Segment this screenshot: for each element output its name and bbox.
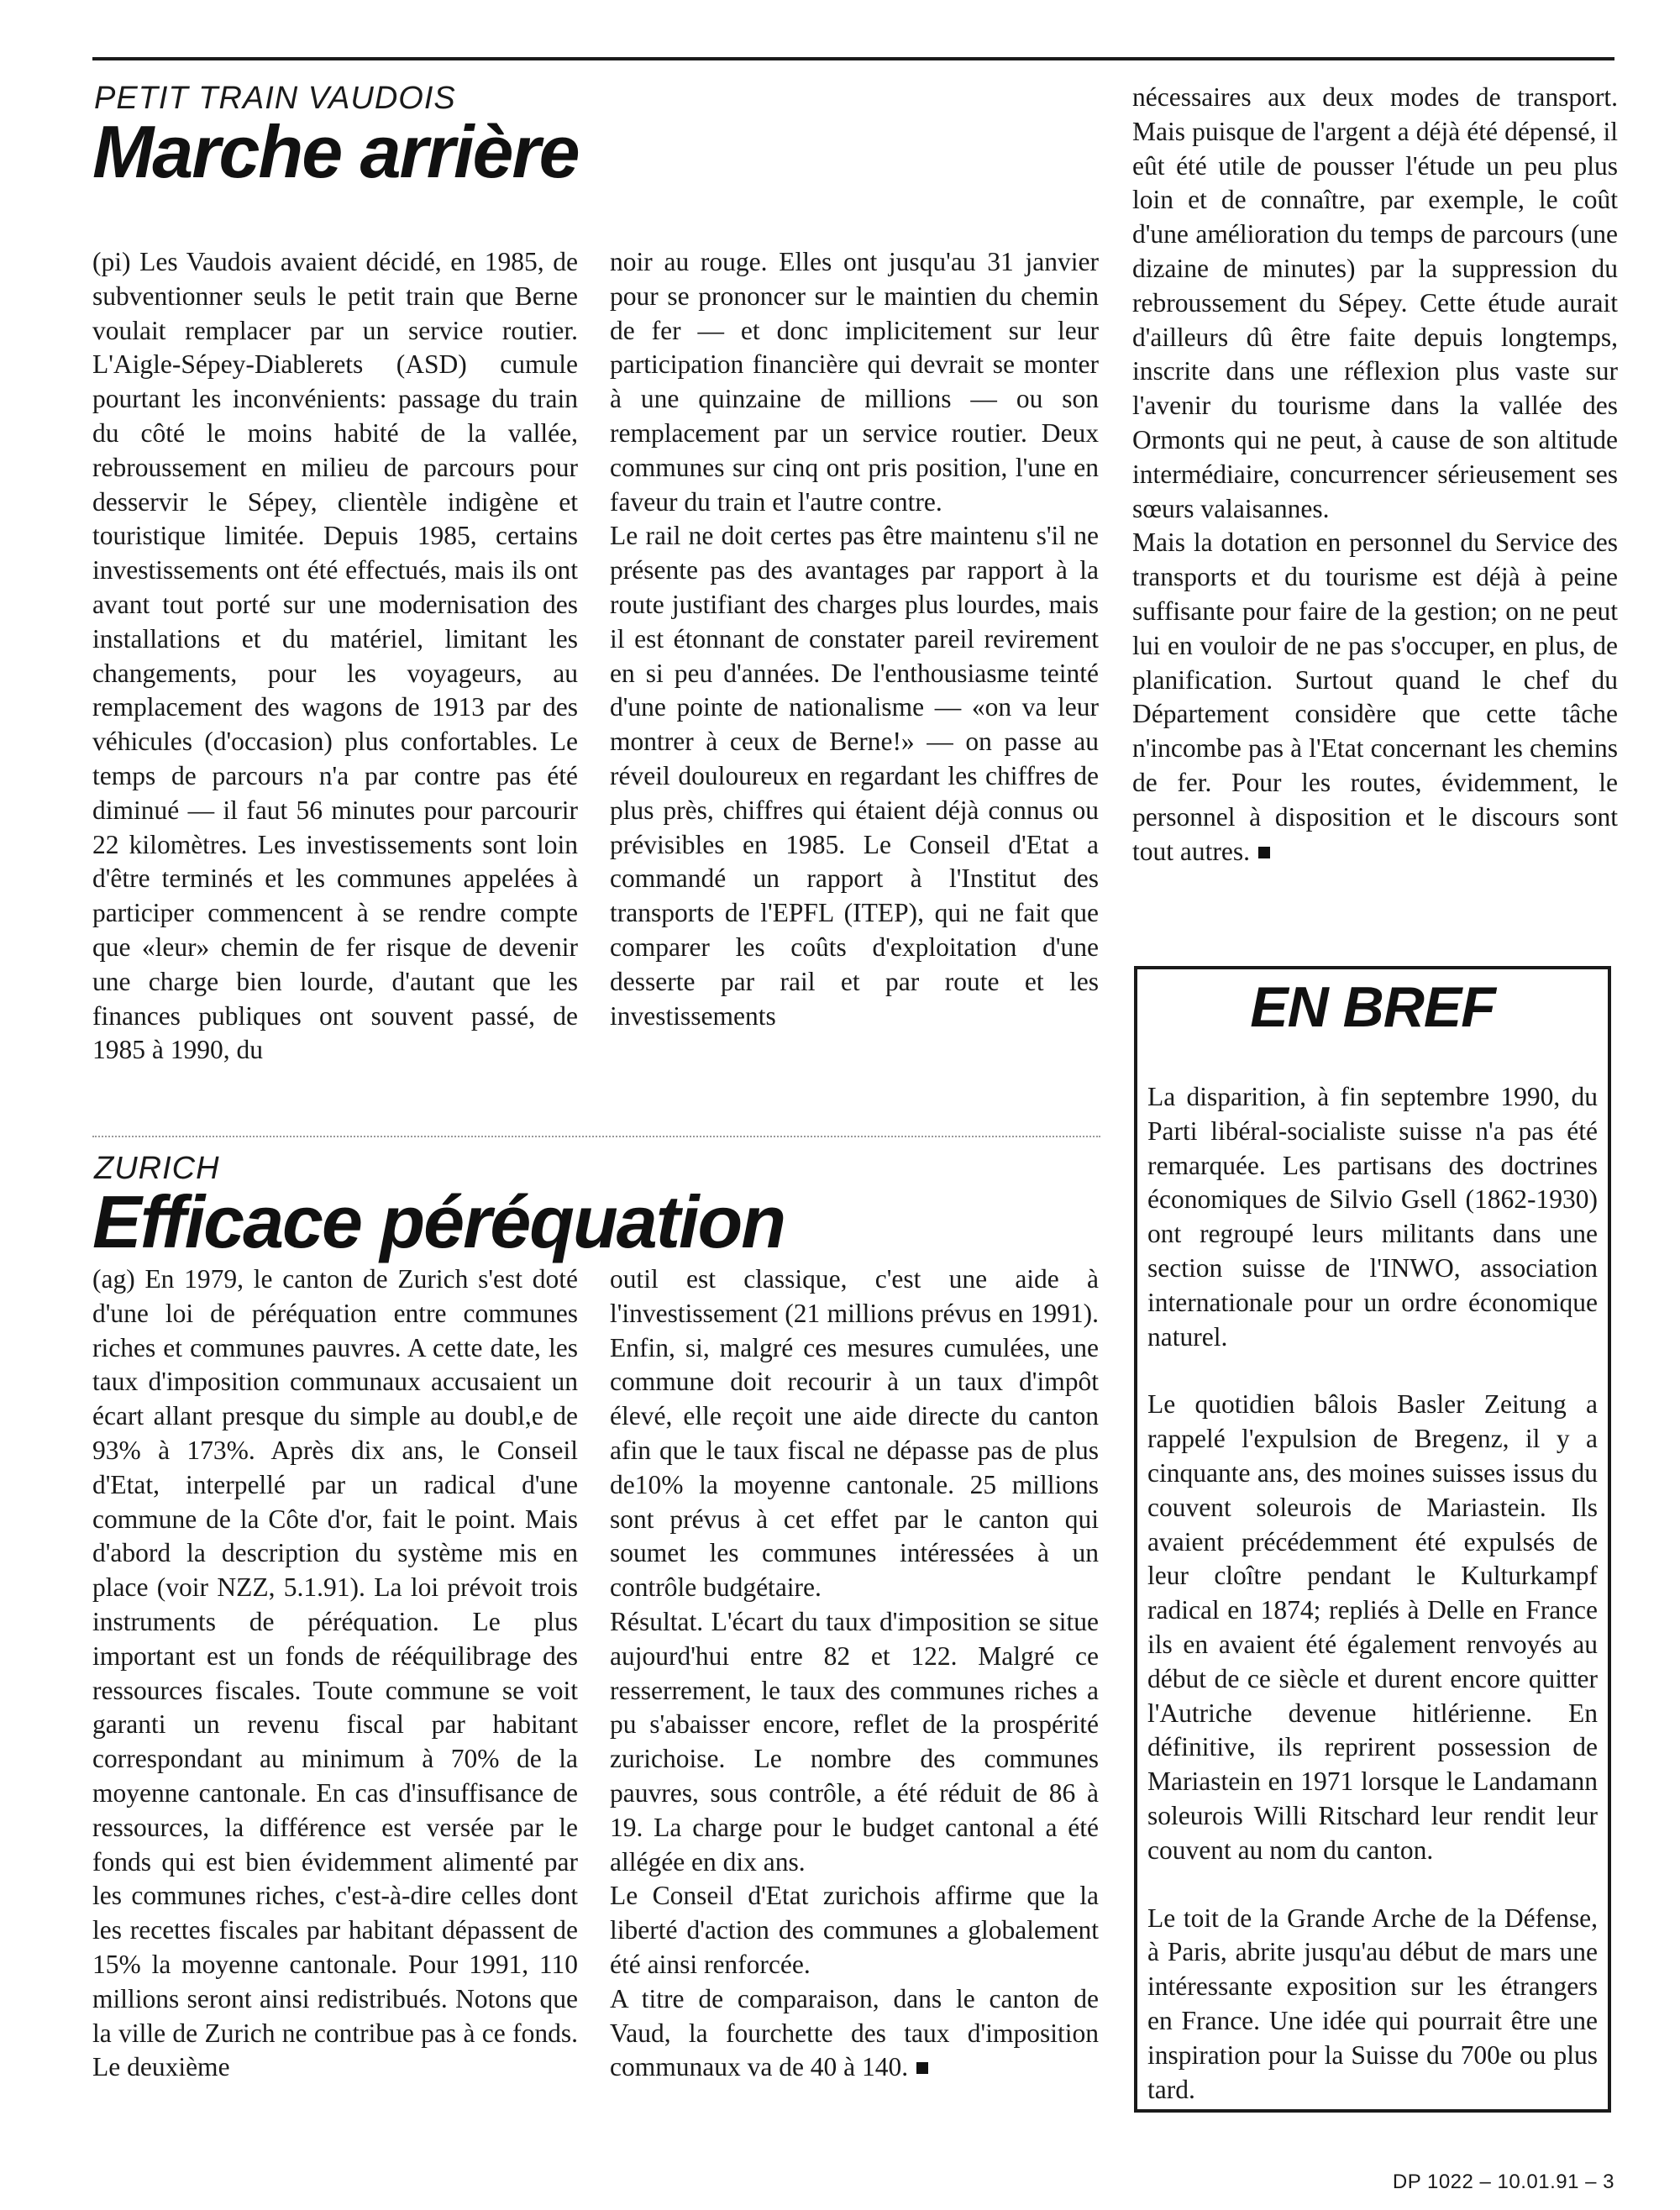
top-rule [92,57,1614,60]
brief-item: Le quotidien bâlois Basler Zeitung a rappelé l'expulsion de Bregenz, il y a cinquante ans, des moines suisses issus du couvent soleurois de Mariastein. Ils avaient précédemment été expulsés de leur cloître pendant le Kulturkampf radical en 1874; repliés à Delle en France ils en avaient été également renvoyés au début de ce siècle et durent encore quitter l'Autriche devenue hitlérienne. En définitive, ils reprirent possession de Mariastein en 1971 lorsque le Landamann soleurois Willi Ritschard leur rendit leur couvent au nom du canton. [1147,1389,1598,1865]
article-column [1132,81,1618,869]
end-mark [916,2062,928,2074]
paragraph: (pi) Les Vaudois avaient décidé, en 1985, de subventionner seuls le petit train que Berne voulait remplacer par un service routier. L'Aigle-Sépey-Diablerets (ASD) cumule pourtant les inconvénients: passage du train du côté le moins habité de la vallée, rebroussement en milieu de parcours pour desservir le Sépey, clientèle indigène et touristique limitée. Depuis 1985, certains investissements ont été effectués, mais ils ont avant tout porté sur une modernisation des installations et du matériel, limitant les changements, pour les voyageurs, au remplacement des wagons de 1913 par des véhicules (d'occasion) plus confortables. Le temps de parcours n'a par contre pas été diminué — il faut 56 minutes pour parcourir 22 kilomètres. Les investissements sont loin d'être terminés et les communes appelées à participer commencent à se rendre compte que «leur» chemin de fer risque de devenir une charge bien lourde, d'autant que les finances publiques ont souvent passé, de 1985 à 1990, du [92,247,578,1065]
section-divider [92,1136,1100,1137]
paragraph: Résultat. L'écart du taux d'imposition se situe aujourd'hui entre 82 et 122. Malgré ce resserrement, le taux des communes riches a pu s'abaisser encore, reflet de la prospérité zurichoise. Le nombre des communes pauvres, sous contrôle, a été réduit de 86 à 19. La charge pour le budget cantonal a été allégée en dix ans. [610,1606,1099,1877]
paragraph: (ag) En 1979, le canton de Zurich s'est doté d'une loi de péréquation entre communes riches et communes pauvres. A cette date, les taux d'imposition communaux accusaient un écart allant presque du simple au doubl,e de 93% à 173%. Après dix ans, le Conseil d'Etat, interpellé par un radical d'une commune de la Côte d'or, fait le point. Mais d'abord la description du système mis en place (voir NZZ, 5.1.91). La loi prévoit trois instruments de péréquation. Le plus important est un fonds de rééquilibrage des ressources fiscales. Toute commune se voit garanti un revenu fiscal par habitant correspondant au minimum à 70% de la moyenne cantonale. En cas d'insuffisance de ressources, la différence est versée par le fonds qui est bien évidemment alimenté par les communes riches, c'est-à-dire celles dont les recettes fiscales par habitant dépassent de 15% la moyenne cantonale. Pour 1991, 110 millions seront ainsi redistribués. Notons que la ville de Zurich ne contribue pas à ce fonds. Le deuxième [92,1264,578,2082]
article-headline: Efficace péréquation [92,1180,785,1263]
paragraph: nécessaires aux deux modes de transport. Mais puisque de l'argent a déjà été dépensé, il eût été utile de pousser l'étude un peu plus loin et de connaître, par exemple, le coût d'une amélioration du temps de parcours (une dizaine de minutes) par la suppression du rebroussement du Sépey. Cette étude aurait d'ailleurs dû être faite depuis longtemps, inscrite dans une réflexion plus vaste sur l'avenir du tourisme dans la vallée des Ormonts qui ne peut, à cause de son altitude intermédiaire, concurrencer sérieusement ses sœurs valaisannes. [1132,82,1618,523]
article-column [92,1262,578,2085]
article-kicker: PETIT TRAIN VAUDOIS [94,81,456,116]
article-column [610,1262,1099,2085]
brief-item: La disparition, à fin septembre 1990, du Parti libéral-socialiste suisse n'a pas été remarquée. Les partisans des doctrines économiques de Silvio Gsell (1862-1930) ont regroupé leurs militants dans une section suisse de l'INWO, association internationale pour un ordre économique naturel. [1147,1082,1598,1352]
article-column [92,245,578,1068]
paragraph: A titre de comparaison, dans le canton de Vaud, la fourchette des taux d'imposition communaux va de 40 à 140. [610,1983,1099,2082]
en-bref-column [1147,1080,1598,2140]
brief-item: Le toit de la Grande Arche de la Défense, à Paris, abrite jusqu'au début de mars une intéressante exposition sur les étrangers en France. Une idée qui pourrait être une inspiration pour la Suisse du 700e ou plus tard. [1147,1903,1598,2104]
paragraph: Mais la dotation en personnel du Service des transports et du tourisme est déjà à peine suffisante pour faire de la gestion; on ne peut lui en vouloir de ne pas s'occuper, en plus, de planification. Surtout quand le chef du Département considère que cette tâche n'incombe pas à l'Etat concernant les chemins de fer. Pour les routes, évidemment, le personnel à disposition et le discours sont tout autres. [1132,528,1618,866]
end-mark [1258,847,1270,858]
article-kicker: ZURICH [94,1151,220,1186]
paragraph: Le Conseil d'Etat zurichois affirme que la liberté d'action des communes a globalement été ainsi renforcée. [610,1881,1099,1979]
paragraph: outil est classique, c'est une aide à l'investissement (21 millions prévus en 1991). Enfin, si, malgré ces mesures cumulées, une commune doit recourir à un taux d'impôt élevé, elle reçoit une aide directe du canton afin que le taux fiscal ne dépasse pas de plus de10% la moyenne cantonale. 25 millions sont prévus à cet effet par le canton qui soumet les communes intéressées à un contrôle budgétaire. [610,1264,1099,1603]
en-bref-title: EN BREF [1250,975,1495,1039]
paragraph: noir au rouge. Elles ont jusqu'au 31 janvier pour se prononcer sur le maintien du chemin de fer — et donc implicitement sur leur participation financière qui devrait se monter à une quinzaine de millions — ou son remplacement par un service routier. Deux communes sur cinq ont pris position, l'une en faveur du train et l'autre contre. [610,247,1099,517]
page-folio: DP 1022 – 10.01.91 – 3 [1392,2171,1614,2193]
paragraph: Le rail ne doit certes pas être maintenu s'il ne présente pas des avantages par rapport à la route justifiant des charges plus lourdes, mais il est étonnant de constater pareil revirement en si peu d'années. De l'enthousiasme teinté d'une pointe de nationalisme — «on va leur montrer à ceux de Berne!» — on passe au réveil douloureux en regardant les chiffres de plus près, chiffres qui étaient déjà connus ou prévisibles en 1985. Le Conseil d'Etat a commandé un rapport à l'Institut des transports de l'EPFL (ITEP), qui ne fait que comparer les coûts d'exploitation d'une desserte par rail et par route et les investissements [610,521,1099,1031]
article-column [610,245,1099,1033]
article-headline: Marche arrière [92,110,579,193]
